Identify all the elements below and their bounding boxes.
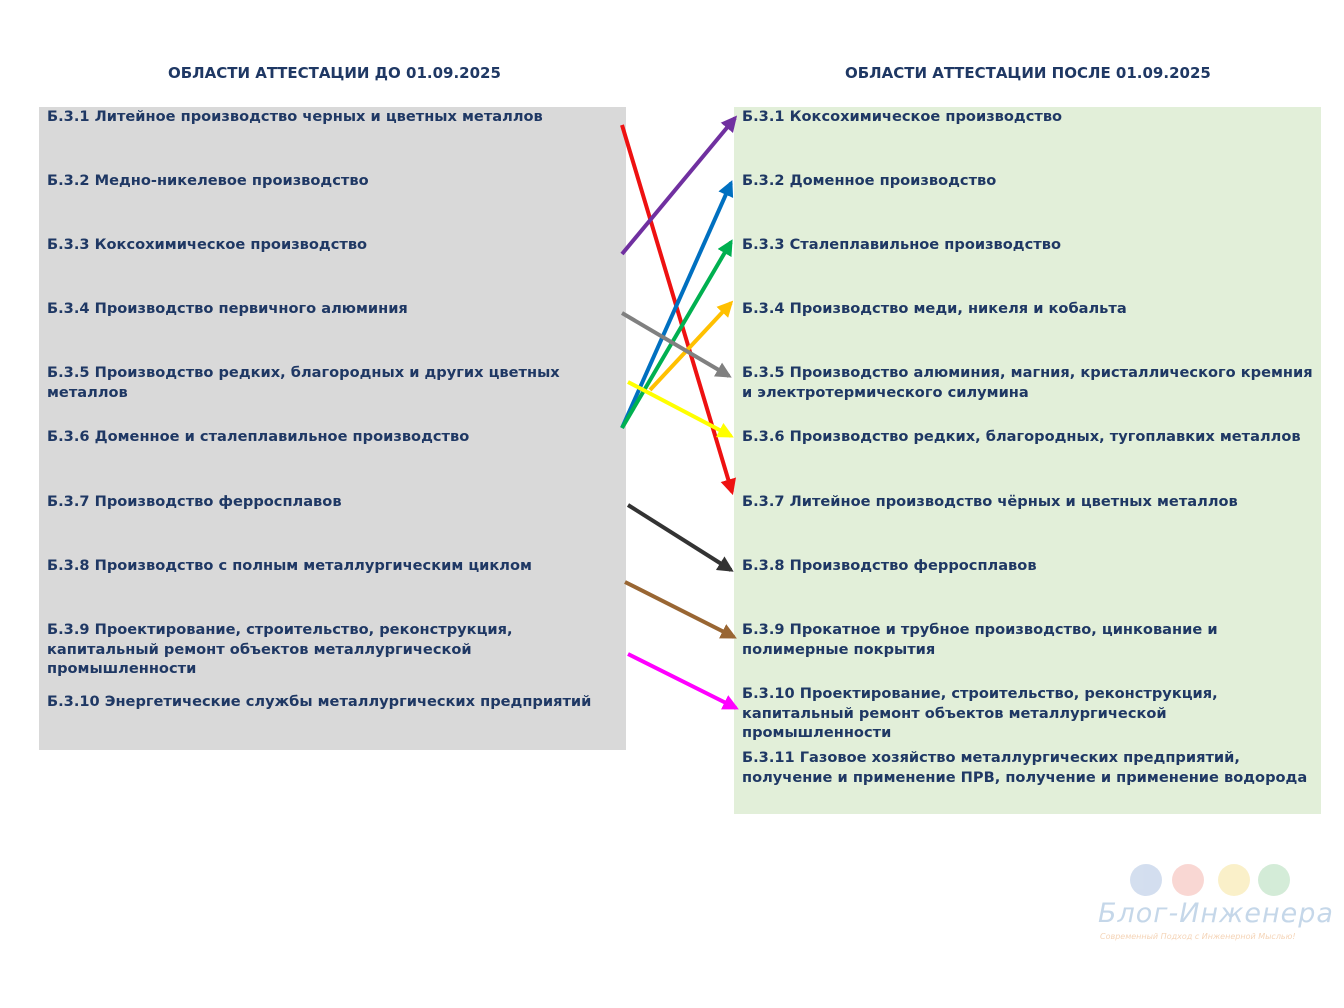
arrow-36-to-32 [622,183,731,428]
arrow-36-to-33 [622,242,731,428]
after-item-b39: Б.3.9 Прокатное и трубное производство, цинкование и полимерные покрытия [742,621,1218,658]
watermark-subtitle: Современный Подход с Инженерной Мыслью! [1100,932,1296,941]
after-item-b32: Б.3.2 Доменное производство [742,172,997,189]
before-heading: ОБЛАСТИ АТТЕСТАЦИИ ДО 01.09.2025 [168,64,501,82]
arrow-39-to-310 [628,654,736,708]
watermark-title: Блог-Инженера [1098,898,1334,929]
before-item-b39: Б.3.9 Проектирование, строительство, реконструкция, капитальный ремонт объектов металлургической промышленности [47,621,513,677]
after-item-b34: Б.3.4 Производство меди, никеля и кобальта [742,300,1127,317]
after-item-b36: Б.3.6 Производство редких, благородных, тугоплавких металлов [742,428,1301,445]
before-item-b310: Б.3.10 Энергетические службы металлургических предприятий [47,693,592,710]
before-item-b35: Б.3.5 Производство редких, благородных и других цветных металлов [47,364,560,401]
after-item-b33: Б.3.3 Сталеплавильное производство [742,236,1061,253]
arrow-32-to-34 [650,303,731,390]
before-item-b31: Б.3.1 Литейное производство черных и цветных металлов [47,108,543,125]
after-item-b35: Б.3.5 Производство алюминия, магния, кристаллического кремния и электротермического силумина [742,364,1313,401]
after-heading: ОБЛАСТИ АТТЕСТАЦИИ ПОСЛЕ 01.09.2025 [845,64,1211,82]
avatar-icon [1130,864,1162,896]
after-item-b311: Б.3.11 Газовое хозяйство металлургических предприятий, получение и применение ПРВ, получение и применение водорода [742,749,1308,786]
before-item-b38: Б.3.8 Производство с полным металлургическим циклом [47,557,532,574]
arrow-38-to-39 [625,582,734,637]
before-item-b36: Б.3.6 Доменное и сталеплавильное производство [47,428,470,445]
blog-logo-watermark [1090,860,1334,950]
after-item-b37: Б.3.7 Литейное производство чёрных и цветных металлов [742,493,1238,510]
avatar-icon [1218,864,1250,896]
after-item-b38: Б.3.8 Производство ферросплавов [742,557,1037,574]
before-item-b33: Б.3.3 Коксохимическое производство [47,236,368,253]
before-item-b32: Б.3.2 Медно-никелевое производство [47,172,369,189]
before-item-b37: Б.3.7 Производство ферросплавов [47,493,342,510]
avatar-icon [1258,864,1290,896]
avatar-icon [1172,864,1204,896]
before-item-b34: Б.3.4 Производство первичного алюминия [47,300,408,317]
after-item-b310: Б.3.10 Проектирование, строительство, реконструкция, капитальный ремонт объектов металлургической промышленности [742,685,1218,741]
arrow-37-to-38 [628,505,731,570]
after-item-b31: Б.3.1 Коксохимическое производство [742,108,1063,125]
arrow-35-to-36 [628,382,731,436]
